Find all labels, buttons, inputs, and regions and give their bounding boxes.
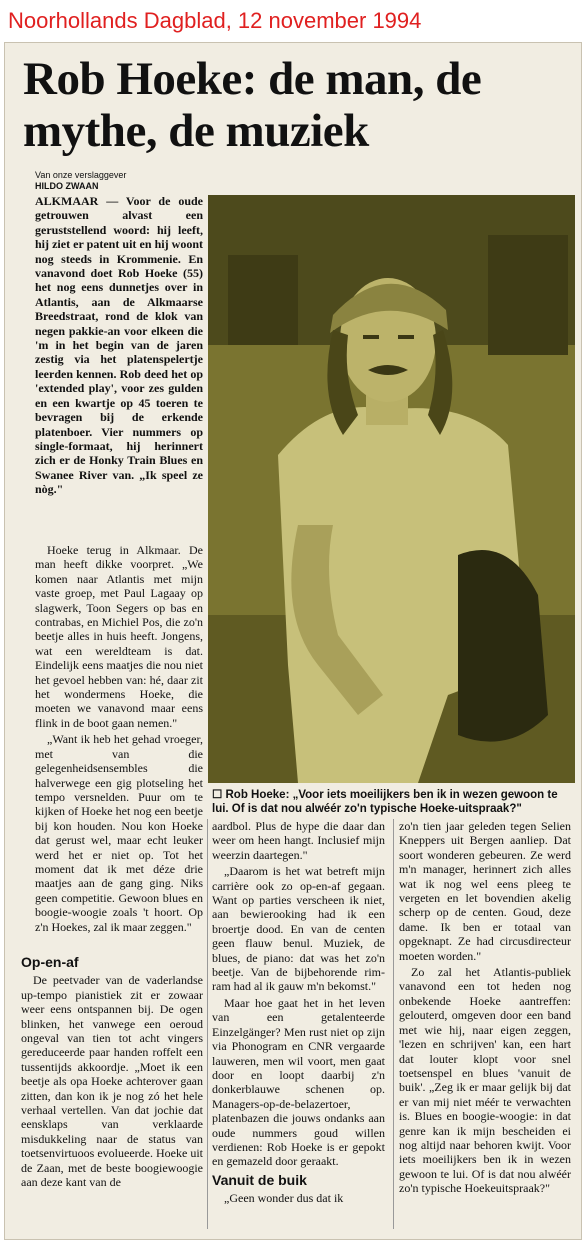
col1-paragraph: Hoeke terug in Alkmaar. De man heeft dikke voorpret. „We komen naar Atlantis met mijn vaste groep, met Paul Lagaay op slagwerk, Toon Segers op bas en contrabas, en Michiel Pos, die zo'n beetje alles in huis heeft. Jongens, wat een wereldteam is dat. Eindelijk eens maatjes die nou niet het gevoel hebben van: hé, daar zit het wondermens Hoeke, die moeten we vanavond maar eens flink in de boot gaan nemen." — [35, 543, 203, 730]
col2b-paragraph: „Geen wonder dus dat ik — [224, 1191, 344, 1206]
portrait-image — [208, 195, 575, 783]
col3-paragraph: zo'n tien jaar geleden tegen Selien Kneppers uit Bergen aanliep. Dat soort wonderen gebeuren. Ze werd m'n manager, herinnert zich alles wat ik nog wel eens pleeg te vergeten en let bovendien akelig scherp op de centen. Goud, deze dame. Ik ben er totaal van opgeknapt. Ze had circusdirecteur moeten worden." — [399, 819, 571, 963]
column-rule — [393, 819, 394, 1229]
byline-line1: Van onze verslaggever — [35, 170, 127, 180]
newspaper-clipping — [4, 42, 582, 1240]
col1b-paragraph: De peetvader van de vaderlandse up-tempo pianistiek zit er zowaar weer eens ontspannen bij. De ogen blinken, het vanwege een oeroud ongeval van tien tot acht vingers gereduceerde paar handen roffelt een tussentijds akkoordje. „Moet ik een beetje als opa Hoeke achterover gaan zitten, dan kon ik je nog zó het hele verhaal vertellen. Van dat jochie dat eensklaps van verklaarde misdukkeling naar de status van toetsenvirtuoos evolueerde. Hoeke uit de Zaan, met de beste boogiewoogie aan deze kant van de — [21, 973, 203, 1190]
column-1b — [21, 951, 203, 1192]
subhead-op-en-af: Op-en-af — [21, 954, 79, 970]
col2-paragraph: aardbol. Plus de hype die daar dan weer om heen hangt. Inclusief mijn weerzin daartegen." — [212, 819, 385, 862]
intro-text: — Voor de oude getrouwen alvast een geruststellend woord: hij leeft, hij ziet er patent uit en hij woont nog steeds in Krommenie. En vanavond doet Rob Hoeke (55) het nog eens dunnetjes over in Atlantis, aan de Alkmaarse Breedstraat, rond de klok van negen pakkie-an voor elkeen die 'm in het begin van de jaren zestig via het platenspelertje leerden kennen. Rob deed het op 'extended play', voor zes gulden en een kwartje op 45 toeren te bevragen bij de erkende platenboer. Vier nummers op single-formaat, hij herinnert zich er de Honky Train Blues en Swanee River van. „Ik speel ze nòg." — [35, 194, 203, 497]
column-2 — [212, 819, 385, 1208]
photo-rob-hoeke — [208, 195, 575, 783]
column-rule — [207, 819, 208, 1229]
col2-paragraph: „Daarom is het wat betreft mijn carrière ook zo op-en-af gegaan. Want op parties verscheen ik niet, aan bewierooking had ik een broertje dood. En van de centen geen flauw benul. Muziek, de blues, de piano: dat was het zo'n beetje. Van de bijbehorende rim-ram had al ik gauw m'n bekomst." — [212, 864, 385, 994]
col1-paragraph: „Want ik heb het gehad vroeger, met van die gelegenheidsensembles die halverwege een gig plotseling het tempo versnelden. Puur om te kijken of Hoeke het nog een beetje bij kon houden. Nou kon Hoeke dat gerust wel, maar echt leuker werd het er niet op. Tot het moment dat ik met déze drie maatjes aan de gang ging. Niks geen competitie. Gewoon blues en boogie-woogie zoals 't hoort. Op z'n Hoekes, zal ik maar zeggen." — [35, 732, 203, 934]
byline — [35, 170, 126, 192]
photo-caption: ☐ Rob Hoeke: „Voor iets moeilijkers ben ik in wezen gewoon te lui. Of is dat nou alwéér zo'n typische Hoeke-uitspraak?" — [212, 789, 558, 815]
col3-paragraph: Zo zal het Atlantis-publiek vanavond een tot heden nog onbekende Hoeke aantreffen: gelouterd, omgeven door een band met wie hij, naar eigen zeggen, 'lezen en schrijven' kan, een hart dat louter klopt voor snel toetsenspel en blues 'vanuit de buik'. „Zeg ik er maar gelijk bij dat er van mij niet méér te verwachten is. Blues en boogie-woogie: in dat genre kan ik mijn bescheiden ei nog altijd naar behoren kwijt. Voor iets moeilijkers ben ik in wezen gewoon te lui. Of is dat nou alwéér zo'n typische Hoekeuitspraak?" — [399, 965, 571, 1196]
subhead-vanuit-de-buik: Vanuit de buik — [212, 1171, 307, 1188]
dateline: ALKMAAR — [35, 194, 99, 208]
column-1 — [35, 543, 203, 936]
source-label: Noorhollands Dagblad, 12 november 1994 — [8, 8, 422, 33]
headline: Rob Hoeke: de man, de mythe, de muziek — [23, 53, 482, 157]
intro-column — [35, 194, 203, 499]
column-3 — [399, 819, 571, 1198]
intro-paragraph — [35, 194, 203, 497]
col2-paragraph: Maar hoe gaat het in het leven van een getalenteerde Einzelgänger? Men rust niet op zijn via Phonogram en CNR vergaarde lauweren, men wil voort, men gaat door en loopt daarbij z'n donkerblauwe schenen op. Managers-op-de-belazertoer, platenbazen die jouws ondanks aan oude nummers goud willen verdienen: Rob Hoeke is er gepokt en gemazeld door geraakt. — [212, 995, 385, 1169]
byline-author: HILDO ZWAAN — [35, 181, 99, 191]
